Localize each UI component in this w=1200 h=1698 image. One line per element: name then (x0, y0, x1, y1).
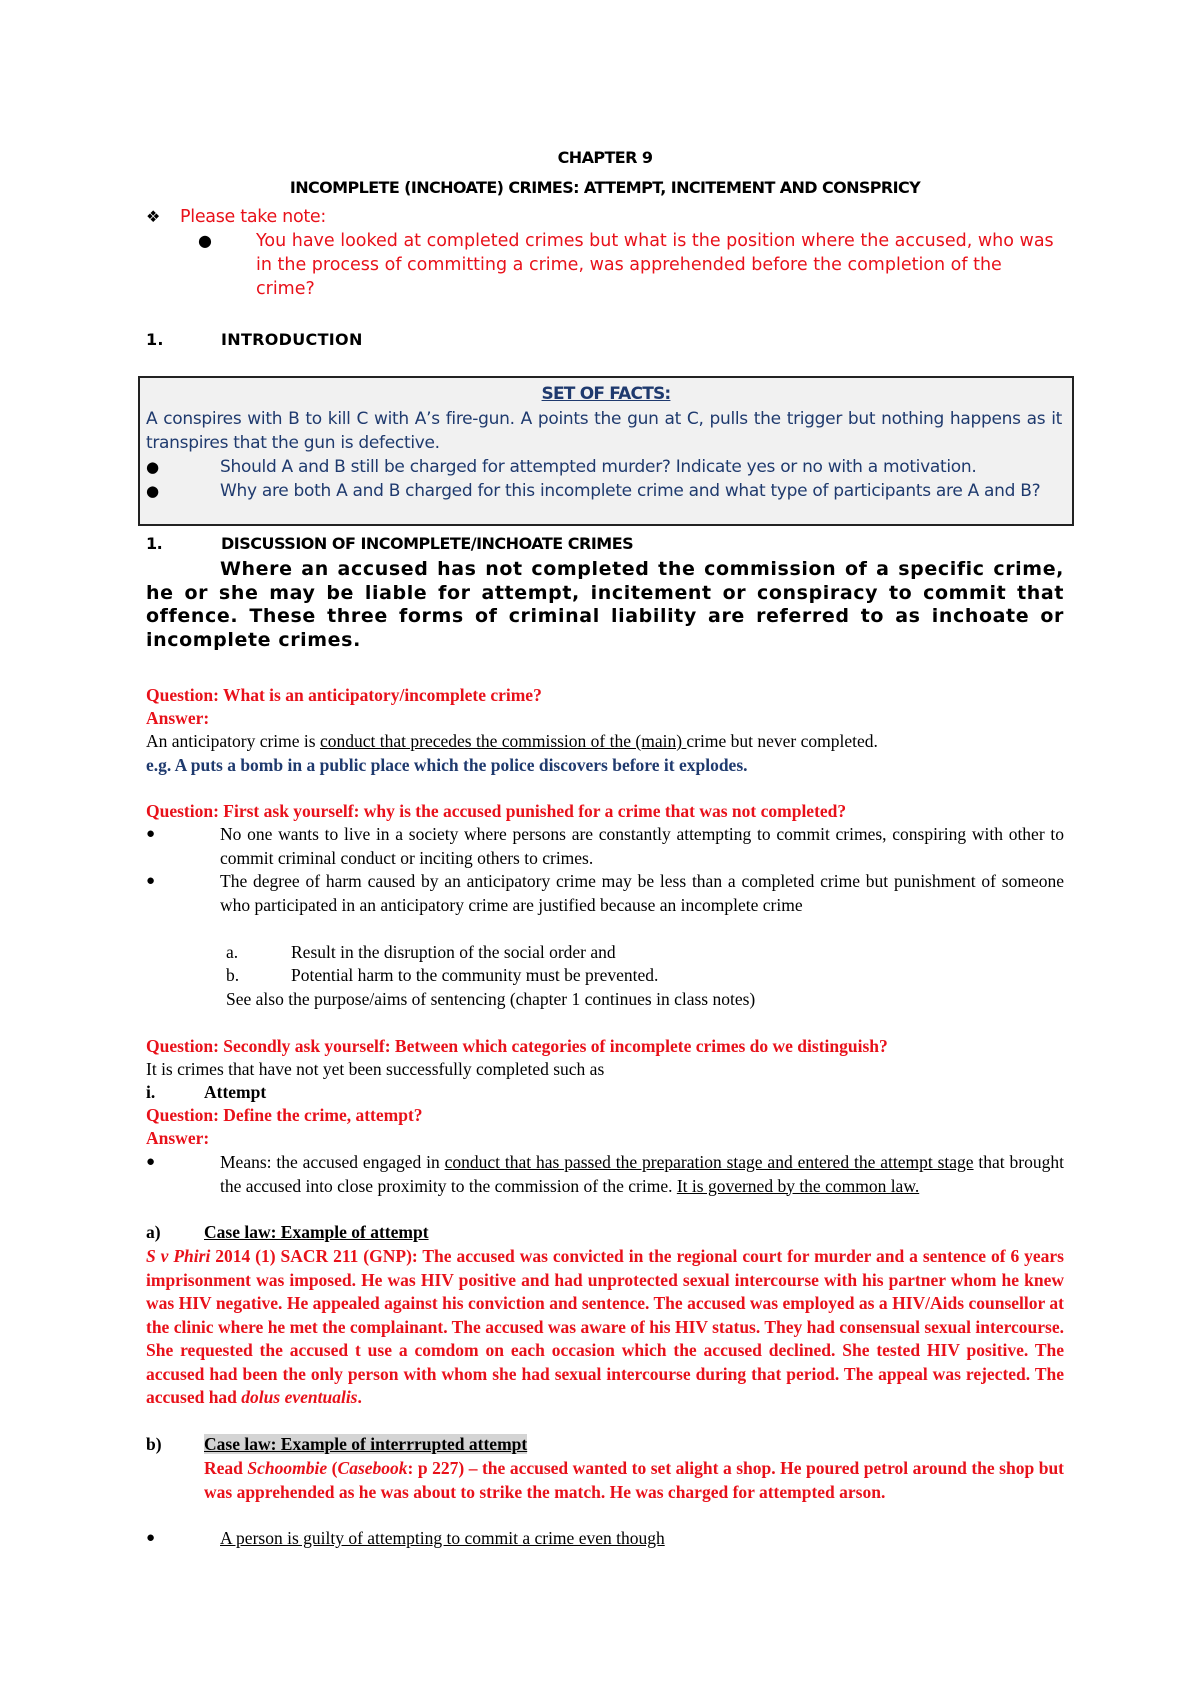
list-item-text: A person is guilty of attempting to commit a crime even though (220, 1528, 665, 1548)
case-paragraph (146, 1245, 1064, 1410)
facts-box (138, 376, 1074, 526)
question-heading: Question: First ask yourself: why is the accused punished for a crime that was not completed? (146, 801, 847, 821)
answer-pre: An anticipatory crime is (146, 731, 320, 751)
case-name: Schoombie (247, 1458, 328, 1478)
note-row (146, 205, 326, 229)
category-number: i. (146, 1082, 156, 1102)
case-open: ( (327, 1458, 338, 1478)
case-text: : p 227) – the accused wanted to set alight a shop. He poured petrol around the shop but was apprehended as he was about to strike the match. He was charged for attempted arson. (204, 1458, 1065, 1502)
definition-underlined-2: It is governed by the common law. (676, 1175, 920, 1196)
section-heading-introduction (146, 330, 363, 349)
facts-text: A conspires with B to kill C with A’s fire-gun. A points the gun at C, pulls the trigger but nothing happens as it transpires that the gun is defective. (146, 409, 1062, 453)
answer-underlined: conduct that precedes the commission of the (main) (319, 731, 687, 751)
case-heading (146, 1433, 527, 1457)
see-also-text: See also the purpose/aims of sentencing (chapter 1 continues in class notes) (226, 989, 756, 1009)
question-heading: Question: What is an anticipatory/incomplete crime? (146, 685, 542, 705)
note-label: Please take note: (180, 207, 327, 227)
list-item-text: The degree of harm caused by an anticipatory crime may be less than a completed crime but punishment of someone who participated in an anticipatory crime are justified because an incomplete crime (220, 871, 1064, 915)
case-paragraph (204, 1457, 1064, 1504)
bullet-dot-icon: ● (146, 826, 156, 842)
chapter-title: CHAPTER 9 (557, 148, 653, 167)
definition-mid: that brought the accused into close proximity to the commission of the crime. (220, 1152, 1064, 1196)
case-citation: 2014 (1) SACR 211 (GNP): (210, 1246, 423, 1266)
body-text: It is crimes that have not yet been successfully completed such as (146, 1059, 605, 1079)
case-title: Case law: Example of attempt (204, 1222, 429, 1242)
sub-item-letter: b. (226, 965, 240, 985)
case-letter: b) (146, 1434, 162, 1454)
bullet-dot-icon: ● (198, 231, 212, 250)
section-number: 1. (146, 330, 164, 349)
casebook-name: Casebook (337, 1458, 408, 1478)
case-end: . (357, 1387, 362, 1407)
answer-label: Answer: (146, 1128, 210, 1148)
sub-item-text: Result in the disruption of the social order and (291, 942, 616, 962)
case-name: S v Phiri (146, 1246, 211, 1266)
question-heading: Question: Secondly ask yourself: Between which categories of incomplete crimes do we distinguish? (146, 1036, 888, 1056)
note-bullet-text: You have looked at completed crimes but what is the position where the accused, who was in the process of committing a crime, was apprehended before the completion of the crime? (256, 231, 1054, 299)
facts-title: SET OF FACTS: (541, 384, 671, 404)
answer-post: crime but never completed. (686, 731, 878, 751)
section-number: 1. (146, 534, 163, 553)
case-read: Read (204, 1458, 248, 1478)
sub-item-letter: a. (226, 942, 239, 962)
question-heading: Question: Define the crime, attempt? (146, 1105, 423, 1125)
section-title: DISCUSSION OF INCOMPLETE/INCHOATE CRIMES (221, 534, 634, 553)
diamond-bullet-icon: ❖ (146, 207, 161, 226)
facts-bullet-text: Why are both A and B charged for this incomplete crime and what type of participants are A and B? (220, 481, 1041, 501)
answer-text (146, 730, 1064, 754)
case-term: dolus eventualis (241, 1387, 358, 1407)
list-item-text (220, 1151, 1064, 1198)
case-text: The accused was convicted in the regional court for murder and a sentence of 6 years imprisonment was imposed. He was HIV positive and had unprotected sexual intercourse with his partner whom he knew was HIV negative. He appealed against his conviction and sentence. The accused was employed as a HIV/Aids counsellor at the clinic where he met the complainant. The accused was aware of his HIV status. They had consensual sexual intercourse. She requested the accused t use a comdom on each occasion which the accused declined. She tested HIV positive. The accused had been the only person with whom she had sexual intercourse during that period. The appeal was rejected. The accused had (146, 1246, 1064, 1407)
section-title: INTRODUCTION (221, 330, 363, 349)
discussion-text: Where an accused has not completed the commission of a specific crime, he or she may be liable for attempt, incitement or conspiracy to commit that offence. These three forms of criminal liability are referred to as inchoate or incomplete crimes. (146, 558, 1064, 651)
case-heading (146, 1221, 429, 1245)
bullet-dot-icon: ● (146, 458, 159, 476)
case-letter: a) (146, 1222, 161, 1242)
category-title: Attempt (204, 1082, 267, 1102)
bullet-dot-icon: ● (146, 1530, 156, 1546)
sub-item-text: Potential harm to the community must be prevented. (291, 965, 659, 985)
definition-underlined: conduct that has passed the preparation stage and entered the attempt stage (444, 1152, 974, 1172)
list-item-text: No one wants to live in a society where persons are constantly attempting to commit crimes, conspiring with other to commit criminal conduct or inciting others to crimes. (220, 824, 1064, 868)
discussion-paragraph (146, 558, 1064, 652)
section-heading-discussion (146, 534, 633, 553)
case-title: Case law: Example of interrrupted attempt (204, 1434, 528, 1454)
example-text: e.g. A puts a bomb in a public place which the police discovers before it explodes. (146, 755, 748, 775)
category-item (146, 1081, 266, 1105)
bullet-dot-icon: ● (146, 482, 159, 500)
chapter-subtitle: INCOMPLETE (INCHOATE) CRIMES: ATTEMPT, INCITEMENT AND CONSPRICY (289, 178, 921, 197)
bullet-dot-icon: ● (146, 1154, 156, 1170)
answer-label: Answer: (146, 708, 210, 728)
definition-pre: Means: the accused engaged in (220, 1152, 445, 1172)
facts-bullet-text: Should A and B still be charged for attempted murder? Indicate yes or no with a motivation. (220, 457, 977, 477)
bullet-dot-icon: ● (146, 873, 156, 889)
